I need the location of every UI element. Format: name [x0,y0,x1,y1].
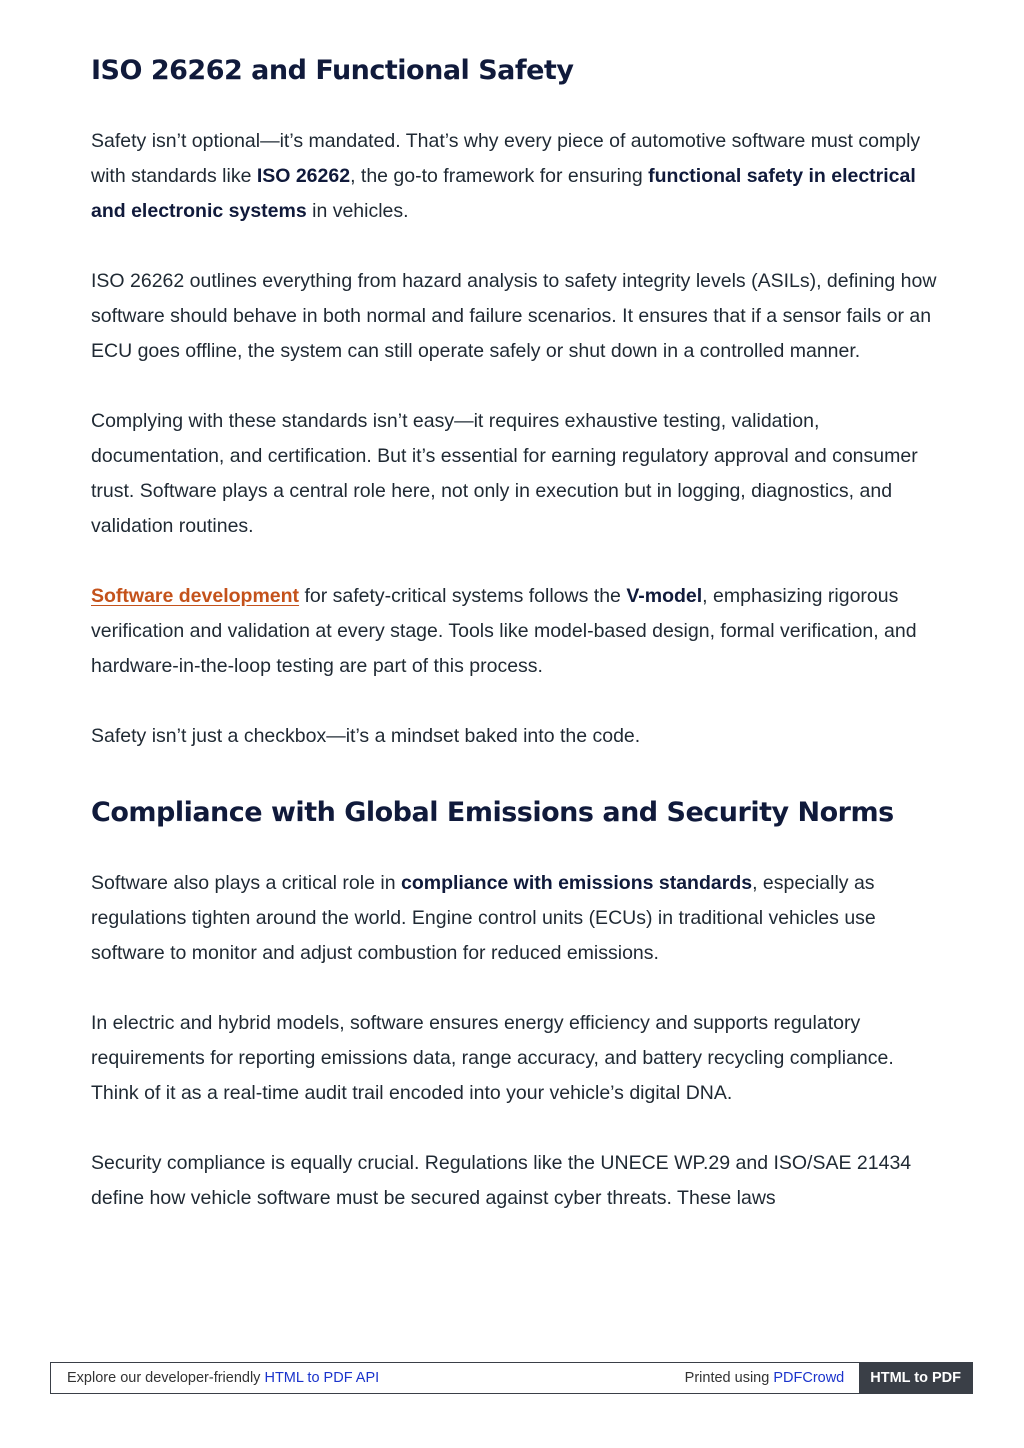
footer-middle [685,1370,860,1386]
footer-left [51,1370,685,1386]
software-development-link[interactable]: Software development [91,585,300,607]
text-run: , especially as regulations tighten around the world. Engine control units (ECUs) in traditional vehicles use software to monitor and adjust combustion for reduced emissions. [91,872,876,964]
html-to-pdf-badge[interactable]: HTML to PDF [859,1363,972,1393]
text-run: Software also plays a critical role in [91,872,401,894]
paragraph-complying: Complying with these standards isn’t easy—it requires exhaustive testing, validation, documentation, and certification. But it’s essential for earning regulatory approval and consumer trust. Software plays a central role here, not only in execution but in logging, diagnostics, and validation routines. [91,410,918,537]
paragraph-electric-hybrid: In electric and hybrid models, software ensures energy efficiency and supports regulatory requirements for reporting emissions data, range accuracy, and battery recycling compliance. Think of it as a real-time audit trail encoded into your vehicle’s digital DNA. [91,1012,894,1104]
text-run: Safety isn’t optional—it’s mandated. That’s why every piece of automotive software must comply with standards like [91,130,921,187]
pdfcrowd-footer [50,1362,973,1394]
text-run: for safety-critical systems follows the [299,585,627,607]
paragraph-v-model [91,579,941,684]
paragraph-safety-mindset: Safety isn’t just a checkbox—it’s a mindset baked into the code. [91,725,641,747]
pdfcrowd-link[interactable]: PDFCrowd [773,1370,845,1386]
paragraph-emissions [91,866,941,971]
bold-v-model: V-model [626,585,703,607]
html-to-pdf-api-link[interactable]: HTML to PDF API [264,1370,380,1386]
paragraph-iso-outline: ISO 26262 outlines everything from hazard analysis to safety integrity levels (ASILs), defining how software should behave in both normal and failure scenarios. It ensures that if a sensor fails or an ECU goes offline, the system can still operate safely or shut down in a controlled manner. [91,270,937,362]
footer-left-text: Explore our developer-friendly [67,1370,265,1386]
text-run: in vehicles. [306,200,409,222]
paragraph-mandated-safety [91,124,941,229]
text-run: , the go-to framework for ensuring [350,165,649,187]
paragraph-security-compliance: Security compliance is equally crucial. Regulations like the UNECE WP.29 and ISO/SAE 21434 define how vehicle software must be secured against cyber threats. These laws [91,1152,912,1209]
bold-functional-safety: functional safety in electrical and electronic systems [91,165,916,222]
text-run: , emphasizing rigorous verification and validation at every stage. Tools like model-based design, formal verification, and hardware-in-the-loop testing are part of this process. [91,585,917,677]
section-heading-emissions-security: Compliance with Global Emissions and Security Norms [91,797,894,828]
bold-emissions-compliance: compliance with emissions standards [400,872,753,894]
section-heading-functional-safety: ISO 26262 and Functional Safety [91,55,574,86]
bold-iso-26262: ISO 26262 [256,165,351,187]
footer-mid-text: Printed using [684,1370,774,1386]
article-content [91,0,941,1216]
